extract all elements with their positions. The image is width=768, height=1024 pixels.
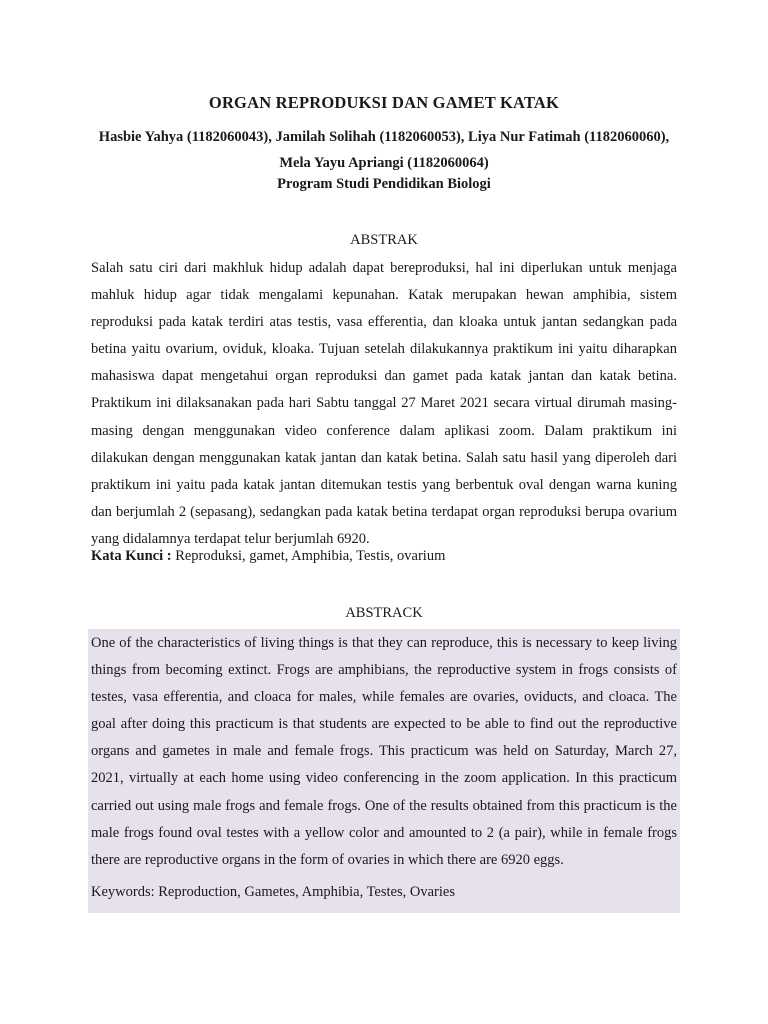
keywords-en: Keywords: Reproduction, Gametes, Amphibia, Testes, Ovaries bbox=[91, 884, 455, 900]
abstract-en-heading: ABSTRACK bbox=[345, 605, 423, 621]
author-list: Hasbie Yahya (1182060043), Jamilah Solihah (1182060053), Liya Nur Fatimah (1182060060), Mela Yayu Apriangi (1182060064) bbox=[98, 129, 670, 171]
keywords-id-label: Kata Kunci : bbox=[91, 548, 172, 564]
keywords-id bbox=[91, 548, 677, 565]
keywords-id-values: Reproduksi, gamet, Amphibia, Testis, ovarium bbox=[171, 548, 446, 564]
abstract-en-body: One of the characteristics of living things is that they can reproduce, this is necessary to keep living things from becoming extinct. Frogs are amphibians, the reproductive system in frogs consists of testes, vasa efferentia, and cloaca for males, while females are ovaries, oviducts, and cloaca. The goal after doing this practicum is that students are expected to be able to find out the reproductive organs and gametes in male and female frogs. This practicum was held on Saturday, March 27, 2021, virtually at each home using video conferencing in the zoom application. In this practicum carried out using male frogs and female frogs. One of the results obtained from this practicum is the male frogs found oval testes with a yellow color and amounted to 2 (a pair), while in female frogs there are reproductive organs in the form of ovaries in which there are 6920 eggs. bbox=[91, 635, 677, 868]
paper-title: ORGAN REPRODUKSI DAN GAMET KATAK bbox=[208, 93, 560, 112]
abstract-id-body: Salah satu ciri dari makhluk hidup adalah dapat bereproduksi, hal ini diperlukan untuk menjaga mahluk hidup agar tidak mengalami kepunahan. Katak merupakan hewan amphibia, sistem reproduksi pada katak terdiri atas testis, vasa efferentia, dan kloaka untuk jantan sedangkan pada betina yaitu ovarium, oviduk, kloaka. Tujuan setelah dilakukannya praktikum ini yaitu diharapkan mahasiswa dapat mengetahui organ reproduksi dan gamet pada katak jantan dan katak betina. Praktikum ini dilaksanakan pada hari Sabtu tanggal 27 Maret 2021 secara virtual dirumah masing-masing dengan menggunakan video conference dalam aplikasi zoom. Dalam praktikum ini dilakukan dengan menggunakan katak jantan dan katak betina. Salah satu hasil yang diperoleh dari praktikum ini yaitu pada katak jantan ditemukan testis yang berbentuk oval dengan warna kuning dan berjumlah 2 (sepasang), sedangkan pada katak betina terdapat organ reproduksi berupa ovarium yang didalamnya terdapat telur berjumlah 6920. bbox=[91, 260, 677, 547]
abstract-id-heading: ABSTRAK bbox=[350, 232, 418, 248]
study-program: Program Studi Pendidikan Biologi bbox=[277, 176, 491, 192]
